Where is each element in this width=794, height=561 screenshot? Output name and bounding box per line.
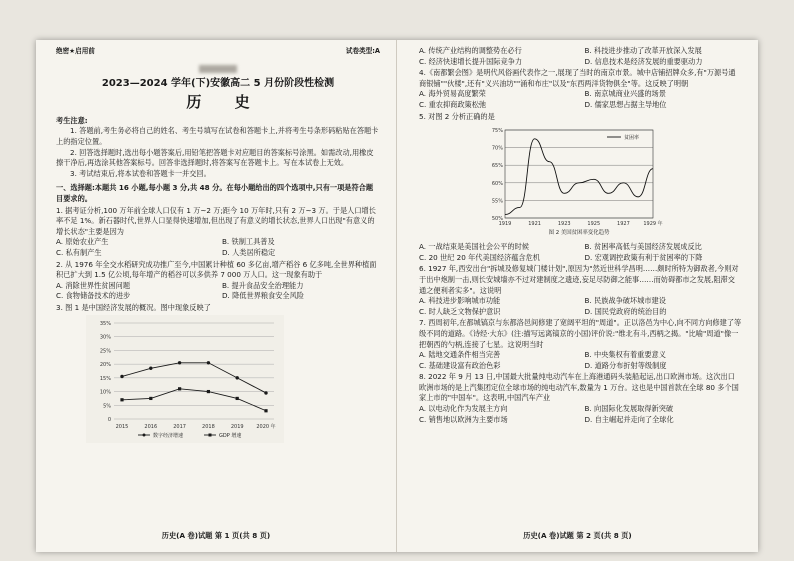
question-5 xyxy=(419,112,742,123)
question-7 xyxy=(419,318,742,371)
question-options xyxy=(419,296,742,317)
page-footer: 历史(A 卷)试题 第 1 页(共 8 页) xyxy=(161,531,271,541)
y-tick-label: 70% xyxy=(491,145,503,152)
chart-title: 图 2 美国贫困率变化趋势 xyxy=(548,230,610,237)
confidential-mark: 绝密★启用前 xyxy=(56,47,95,55)
x-tick-label: 1927 xyxy=(617,221,630,228)
option-b: B. 向国际化发展取得新突破 xyxy=(584,404,674,414)
data-point xyxy=(178,388,181,391)
series-line xyxy=(505,139,653,215)
option-d: D. 国民党政府的统治目的 xyxy=(584,306,667,316)
legend-label: 贫困率 xyxy=(624,135,640,142)
question-8 xyxy=(419,372,742,425)
data-point xyxy=(149,397,152,400)
option-a: A. 科技进步影响城市功能 xyxy=(419,296,501,306)
y-tick-label: 0 xyxy=(107,417,111,424)
figure-1-chart xyxy=(86,315,284,443)
question-options xyxy=(56,281,380,302)
redacted-label xyxy=(199,65,237,73)
y-tick-label: 15% xyxy=(99,376,111,383)
data-point xyxy=(236,397,239,400)
y-tick-label: 60% xyxy=(491,180,503,187)
option-c: C. 销售地以欧洲为主要市场 xyxy=(419,414,508,424)
option-a: A. 原始农业产生 xyxy=(56,237,109,247)
question-stem: 5. 对图 2 分析正确的是 xyxy=(419,111,495,121)
notice-title: 考生注意: xyxy=(56,115,88,125)
legend-marker-1 xyxy=(209,434,212,437)
question-4 xyxy=(419,68,742,110)
page-footer: 历史(A 卷)试题 第 2 页(共 8 页) xyxy=(523,531,632,541)
data-point xyxy=(207,362,210,365)
figure-1-svg xyxy=(86,315,284,443)
y-tick-label: 10% xyxy=(99,390,111,397)
question-stem: 6. 1927 年,西安出台"拆城及修复城门楼计划",原因为"然近世科学昌明……颇时所特为御敌者,今则对于出中炮制一击,则长安城墙亦不过对建制度之遗迹,妄足尽防御之能事……而妨碍都市之发展,阻滞交通之便利者实多"。这说明 xyxy=(419,264,739,295)
option-c: C. 私有制产生 xyxy=(56,247,102,257)
question-1 xyxy=(56,206,380,259)
paper-type: 试卷类型:A xyxy=(345,47,380,55)
data-point xyxy=(120,375,123,378)
option-c: C. 基础建设富有政治色彩 xyxy=(419,360,501,370)
question-2 xyxy=(56,260,380,302)
option-c: C. 经济快速增长提升国际竞争力 xyxy=(419,56,523,66)
series-line-1 xyxy=(122,389,266,411)
x-tick-label: 2017 xyxy=(173,424,186,431)
data-point xyxy=(264,410,267,413)
data-point xyxy=(149,367,152,370)
y-tick-label: 25% xyxy=(99,348,111,355)
question-stem: 2. 从 1976 年全交水稻研究成功推广至今,中国累计种植 60 多亿亩,增产稻谷 6 亿多吨,全世界种植面积已扩大到 1.5 亿公顷,每年增产的稻谷可以多供养 7 000 万人口。这一现象有助于 xyxy=(56,259,377,280)
question-5-options xyxy=(419,242,742,263)
notice-item: 1. 答题前,考生务必将自己的姓名、考生号填写在试卷和答题卡上,并将考生号条形码粘贴在答题卡上的指定位置。 xyxy=(56,126,379,146)
data-point xyxy=(264,392,267,395)
legend-marker-0 xyxy=(143,434,146,437)
page-1 xyxy=(36,40,397,552)
option-a: A. 传统产业结构的调整势在必行 xyxy=(419,46,522,55)
option-a: A. 陆地交通条件相当完善 xyxy=(419,350,501,360)
option-a: A. 一战结束是美国社会公平的时候 xyxy=(419,242,529,252)
x-tick-label: 1929 年 xyxy=(643,221,663,228)
y-tick-label: 20% xyxy=(99,362,111,369)
y-tick-label: 50% xyxy=(491,216,503,223)
question-6 xyxy=(419,264,742,317)
question-options xyxy=(56,237,380,258)
notice-block xyxy=(56,116,380,180)
question-3 xyxy=(56,303,380,314)
question-options xyxy=(419,404,742,425)
option-d: D. 人类居所稳定 xyxy=(222,247,276,257)
option-c: C. 重农抑商政策松弛 xyxy=(419,99,487,109)
section-title: 一、选择题:本题共 16 小题,每小题 3 分,共 48 分。在每小题给出的四个选项中,只有一项是符合题目要求的。 xyxy=(56,183,374,203)
x-tick-label: 2016 xyxy=(144,424,158,431)
question-options xyxy=(419,350,742,371)
x-tick-label: 1925 xyxy=(587,221,601,228)
option-d: D. 降低世界粮食安全风险 xyxy=(222,291,304,301)
question-options xyxy=(419,89,742,110)
option-b: B. 中央集权有着重要意义 xyxy=(584,350,666,360)
option-d: D. 宏观调控政策有利于贫困率的下降 xyxy=(584,252,703,262)
x-tick-label: 2018 xyxy=(202,424,215,431)
option-a: A. 以电动化作为发展主方向 xyxy=(419,404,508,414)
option-b: B. 贫困率高低与美国经济发展成反比 xyxy=(584,242,702,252)
data-point xyxy=(120,399,123,402)
notice-item: 2. 回答选择题时,选出每小题答案后,用铅笔把答题卡对应题目的答案标号涂黑。如需改动,用橡皮擦干净后,再选涂其他答案标号。回答非选择题时,将答案写在答题卡上。写在本试卷上无效。 xyxy=(56,147,374,168)
option-b: B. 提升食品安全治理能力 xyxy=(222,280,304,290)
x-tick-label: 2019 xyxy=(230,424,244,431)
x-tick-label: 2020 年 xyxy=(256,424,276,431)
legend-label: GDP 增速 xyxy=(219,433,242,440)
option-d: D. 自主崛起并走向了全球化 xyxy=(584,414,674,424)
exam-title: 2023—2024 学年(下)安徽高二 5 月份阶段性检测 xyxy=(101,77,335,89)
y-tick-label: 5% xyxy=(103,403,111,410)
figure-2-svg xyxy=(483,124,663,242)
legend-label: 数字经济增速 xyxy=(153,433,184,440)
question-stem: 3. 图 1 是中国经济发展的概况。图中现象反映了 xyxy=(56,302,211,312)
x-tick-label: 1921 xyxy=(528,221,541,228)
question-stem: 8. 2022 年 9 月 13 日,中国最大批量纯电动汽车在上海港通码头装船起运,出口欧洲市场。这次出口欧洲市场的是上汽集团定位全球市场的纯电动汽车,数量为 1 万台。这也是中国首款在全球 80 多个国家上市的"中国车"。这表明,中国汽车产业 xyxy=(419,372,739,403)
question-stem: 7. 西周初年,在都城镐京与东都洛邑间修建了宽阔平坦的"周道"。正以洛邑为中心,向不同方向修建了等级不同的道路。《诗经·大东》(注:描写远离镐京的小国)评价说:"维北有斗,西柄之揭。"比喻"周道"像一把朝西的勺柄,连接了七星。这说明当时 xyxy=(419,318,742,349)
data-point xyxy=(178,362,181,365)
option-b: B. 铁制工具普及 xyxy=(222,237,275,247)
option-c: C. 时人缺乏文物保护意识 xyxy=(419,306,501,316)
y-tick-label: 75% xyxy=(491,128,503,135)
option-b: B. 科技进步推动了改革开放深入发展 xyxy=(584,46,702,55)
x-tick-label: 1919 xyxy=(498,221,512,228)
figure-2-chart xyxy=(483,124,663,242)
y-tick-label: 35% xyxy=(99,321,111,328)
option-a: A. 海外贸易高度繁荣 xyxy=(419,89,486,99)
question-stem: 1. 据考证分析,100 万年前全球人口仅有 1 万~2 万;距今 10 万年时,只有 2 万~3 万。于是人口增长率不足 1%。新石器时代,世界人口显得快速增加,但出现了有意义的增长状态,世界人口出现"有意义的增长状态"主要是因为 xyxy=(56,205,376,236)
x-tick-label: 1923 xyxy=(557,221,571,228)
data-point xyxy=(207,390,210,393)
x-tick-label: 2015 xyxy=(115,424,129,431)
page-2 xyxy=(397,40,758,552)
option-c: C. 食物储备技术的进步 xyxy=(56,291,131,301)
subject-title: 历 史 xyxy=(186,93,264,112)
page-header xyxy=(56,46,380,57)
exam-sheet xyxy=(36,40,758,552)
y-tick-label: 65% xyxy=(491,163,503,170)
option-b: B. 南京城商业兴盛的场景 xyxy=(584,89,666,99)
option-d: D. 儒家思想占据主导地位 xyxy=(584,99,667,109)
y-tick-label: 30% xyxy=(99,335,111,342)
data-point xyxy=(236,377,239,380)
option-d: D. 信息技术是经济发展的重要驱动力 xyxy=(584,56,703,66)
question-3-options xyxy=(419,46,742,67)
option-a: A. 消除世界性贫困问题 xyxy=(56,280,131,290)
option-c: C. 20 世纪 20 年代美国经济蕴含危机 xyxy=(419,252,540,262)
option-d: D. 道路分布折射等级制度 xyxy=(584,360,667,370)
notice-item: 3. 考试结束后,将本试卷和答题卡一并交回。 xyxy=(70,168,211,178)
y-tick-label: 55% xyxy=(491,198,503,205)
question-stem: 4.《南都繁会图》是明代风俗画代表作之一,展现了当时的南京市景。城中店铺招牌众多,有"万源号通商银铺""伙楼",还有"义兴油坊""涌和布庄"以及"东西两洋货物俱全"等。这反映了明朝 xyxy=(419,68,736,88)
option-b: B. 民族战争破坏城市建设 xyxy=(584,296,666,306)
